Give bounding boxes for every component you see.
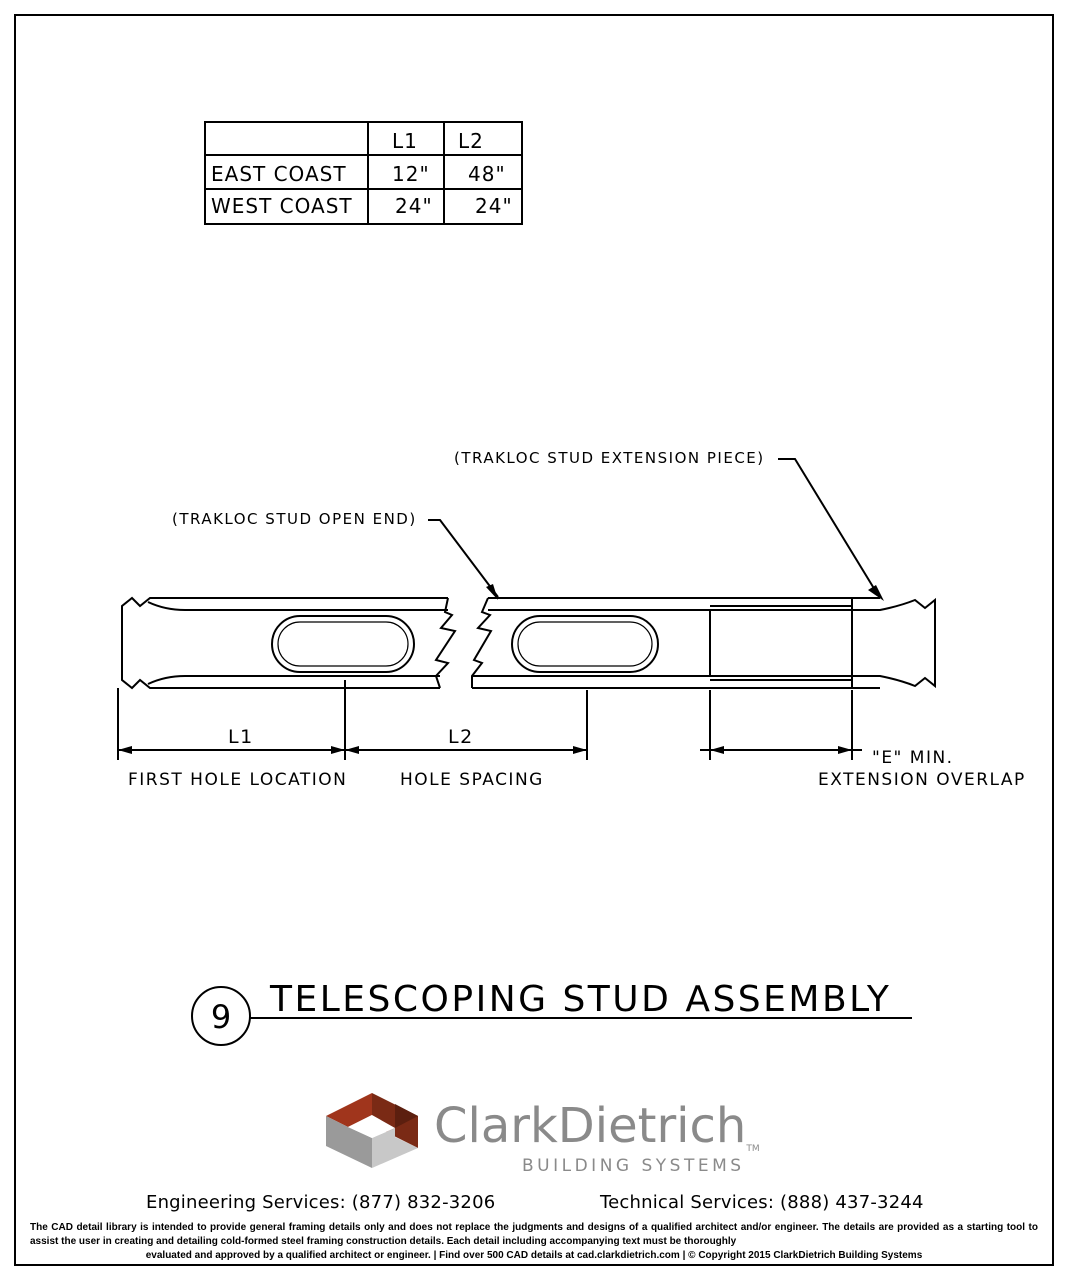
logo-wordmark	[434, 1098, 760, 1154]
table-row-l2: 24"	[475, 194, 513, 218]
first-hole-label: FIRST HOLE LOCATION	[128, 770, 348, 790]
technical-services: Technical Services: (888) 437-3244	[600, 1192, 924, 1213]
stud-right	[472, 598, 935, 688]
dim-label-l2: L2	[448, 726, 474, 748]
hole-spacing-label: HOLE SPACING	[400, 770, 544, 790]
disclaimer-last-line: evaluated and approved by a qualified architect or engineer. | Find over 500 CAD details at cad.clarkdietrich.com | © Copyright 2015 ClarkDietrich Building Systems	[145, 1250, 923, 1261]
disclaimer	[30, 1221, 1038, 1263]
table-row-l2: 48"	[468, 162, 506, 186]
stud-left	[122, 598, 455, 688]
dim-label-l1: L1	[228, 726, 254, 748]
table-header-l2: L2	[458, 129, 484, 153]
table-row-l1: 12"	[392, 162, 430, 186]
disclaimer-body: The CAD detail library is intended to provide general framing details only and does not replace the judgments and designs of a qualified architect and/or engineer. The details are provided as a starting tool to assist the user in creating and detailing cold-formed steel framing construction details. Each detail including accompanying text must be thoroughly	[30, 1222, 1038, 1247]
logo-wordmark-text: ClarkDietrich	[434, 1098, 747, 1154]
dimension-lines	[118, 680, 862, 760]
leader-lines	[428, 459, 878, 597]
logo-subtitle: BUILDING SYSTEMS	[522, 1156, 745, 1176]
callout-extension-piece: (TRAKLOC STUD EXTENSION PIECE)	[454, 449, 765, 467]
engineering-services: Engineering Services: (877) 832-3206	[146, 1192, 496, 1213]
table-row-region: EAST COAST	[211, 162, 347, 186]
table-row-l1: 24"	[395, 194, 433, 218]
table-row-region: WEST COAST	[211, 194, 353, 218]
overlap-label: EXTENSION OVERLAP	[818, 770, 1026, 790]
e-min-label: "E" MIN.	[872, 748, 954, 768]
callout-open-end: (TRAKLOC STUD OPEN END)	[172, 510, 417, 528]
table-header-l1: L1	[392, 129, 418, 153]
clarkdietrich-logo-mark	[326, 1093, 418, 1168]
detail-title-text: TELESCOPING STUD ASSEMBLY	[270, 979, 892, 1020]
logo-tm: TM	[746, 1144, 760, 1154]
detail-number: 9	[210, 998, 232, 1036]
